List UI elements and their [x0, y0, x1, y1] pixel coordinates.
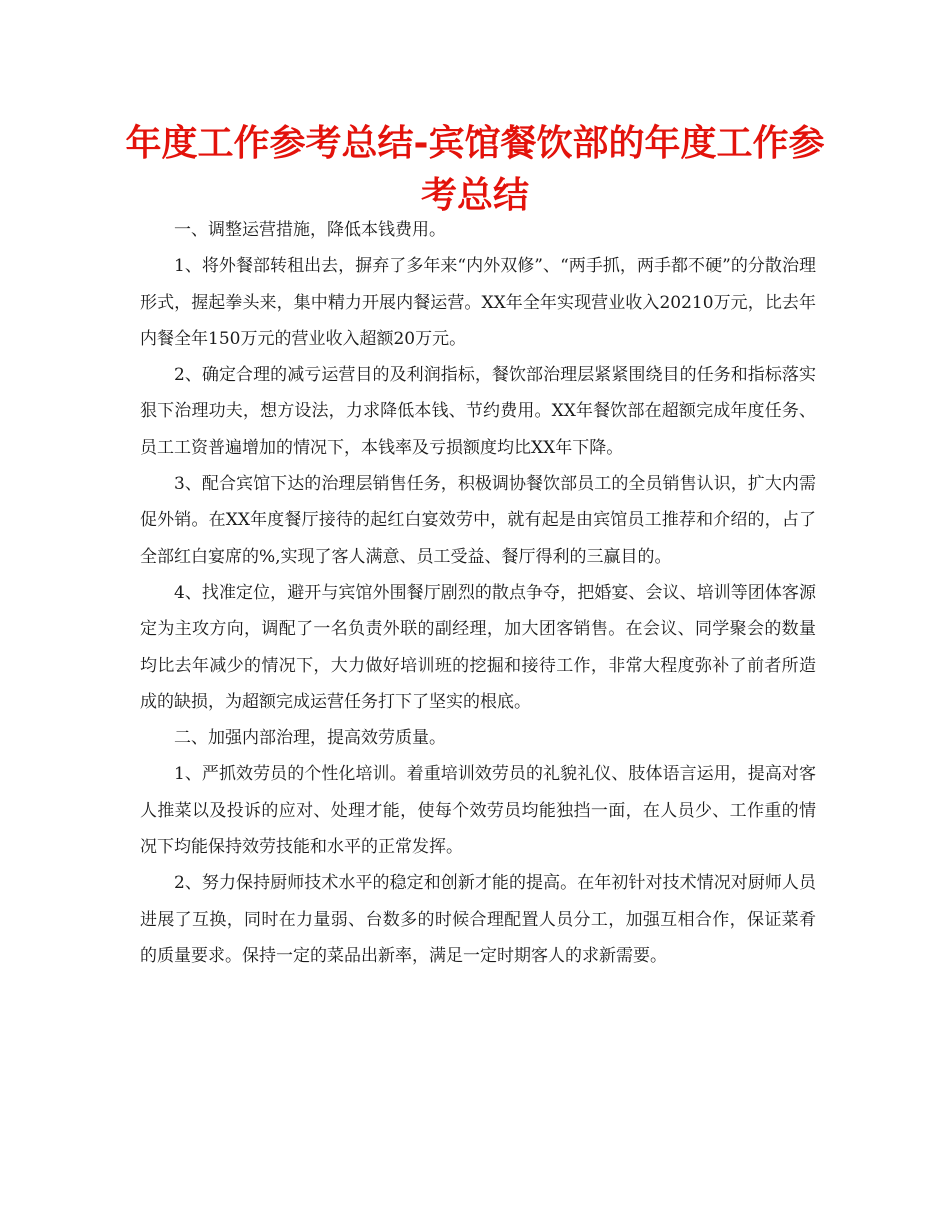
paragraph: 一、调整运营措施，降低本钱费用。: [174, 220, 446, 240]
paragraph: 3、配合宾馆下达的治理层销售任务，积极调协餐饮部员工的全员销售认识，扩大内需促外销。在XX年度餐厅接待的起红白宴效劳中，就有起是由宾馆员工推荐和介绍的，占了全部红白宴席的%,实现了客人满意、员工受益、餐厅得利的三赢目的。: [140, 474, 816, 567]
paragraph: 1、严抓效劳员的个性化培训。着重培训效劳员的礼貌礼仪、肢体语言运用，提高对客人推菜以及投诉的应对、处理才能，使每个效劳员均能独挡一面，在人员少、工作重的情况下均能保持效劳技能和水平的正常发挥。: [140, 764, 816, 858]
paragraph: 4、找准定位，避开与宾馆外围餐厅剧烈的散点争夺，把婚宴、会议、培训等团体客源定为主攻方向，调配了一名负责外联的副经理，加大团客销售。在会议、同学聚会的数量均比去年减少的情况下，大力做好培训班的挖掘和接待工作，非常大程度弥补了前者所造成的缺损，为超额完成运营任务打下了坚实的根底。: [140, 582, 816, 712]
paragraph: 二、加强内部治理，提高效劳质量。: [174, 728, 446, 749]
document-title: 年度工作参考总结-宾馆餐饮部的年度工作参考总结: [125, 123, 825, 216]
paragraph: 2、确定合理的减亏运营目的及利润指标，餐饮部治理层紧紧围绕目的任务和指标落实狠下治理功夫，想方设法，力求降低本钱、节约费用。XX年餐饮部在超额完成年度任务、员工工资普遍增加的情况下，本钱率及亏损额度均比XX年下降。: [140, 365, 816, 458]
document-body: [140, 212, 816, 974]
paragraph: 1、将外餐部转租出去，摒弃了多年来“内外双修”、“两手抓，两手都不硬”的分散治理形式，握起拳头来，集中精力开展内餐运营。XX年全年实现营业收入20210万元，比去年内餐全年150万元的营业收入超额20万元。: [140, 256, 816, 349]
paragraph: 2、努力保持厨师技术水平的稳定和创新才能的提高。在年初针对技术情况对厨师人员进展了互换，同时在力量弱、台数多的时候合理配置人员分工，加强互相合作，保证菜肴的质量要求。保持一定的菜品出新率，满足一定时期客人的求新需要。: [140, 873, 816, 966]
